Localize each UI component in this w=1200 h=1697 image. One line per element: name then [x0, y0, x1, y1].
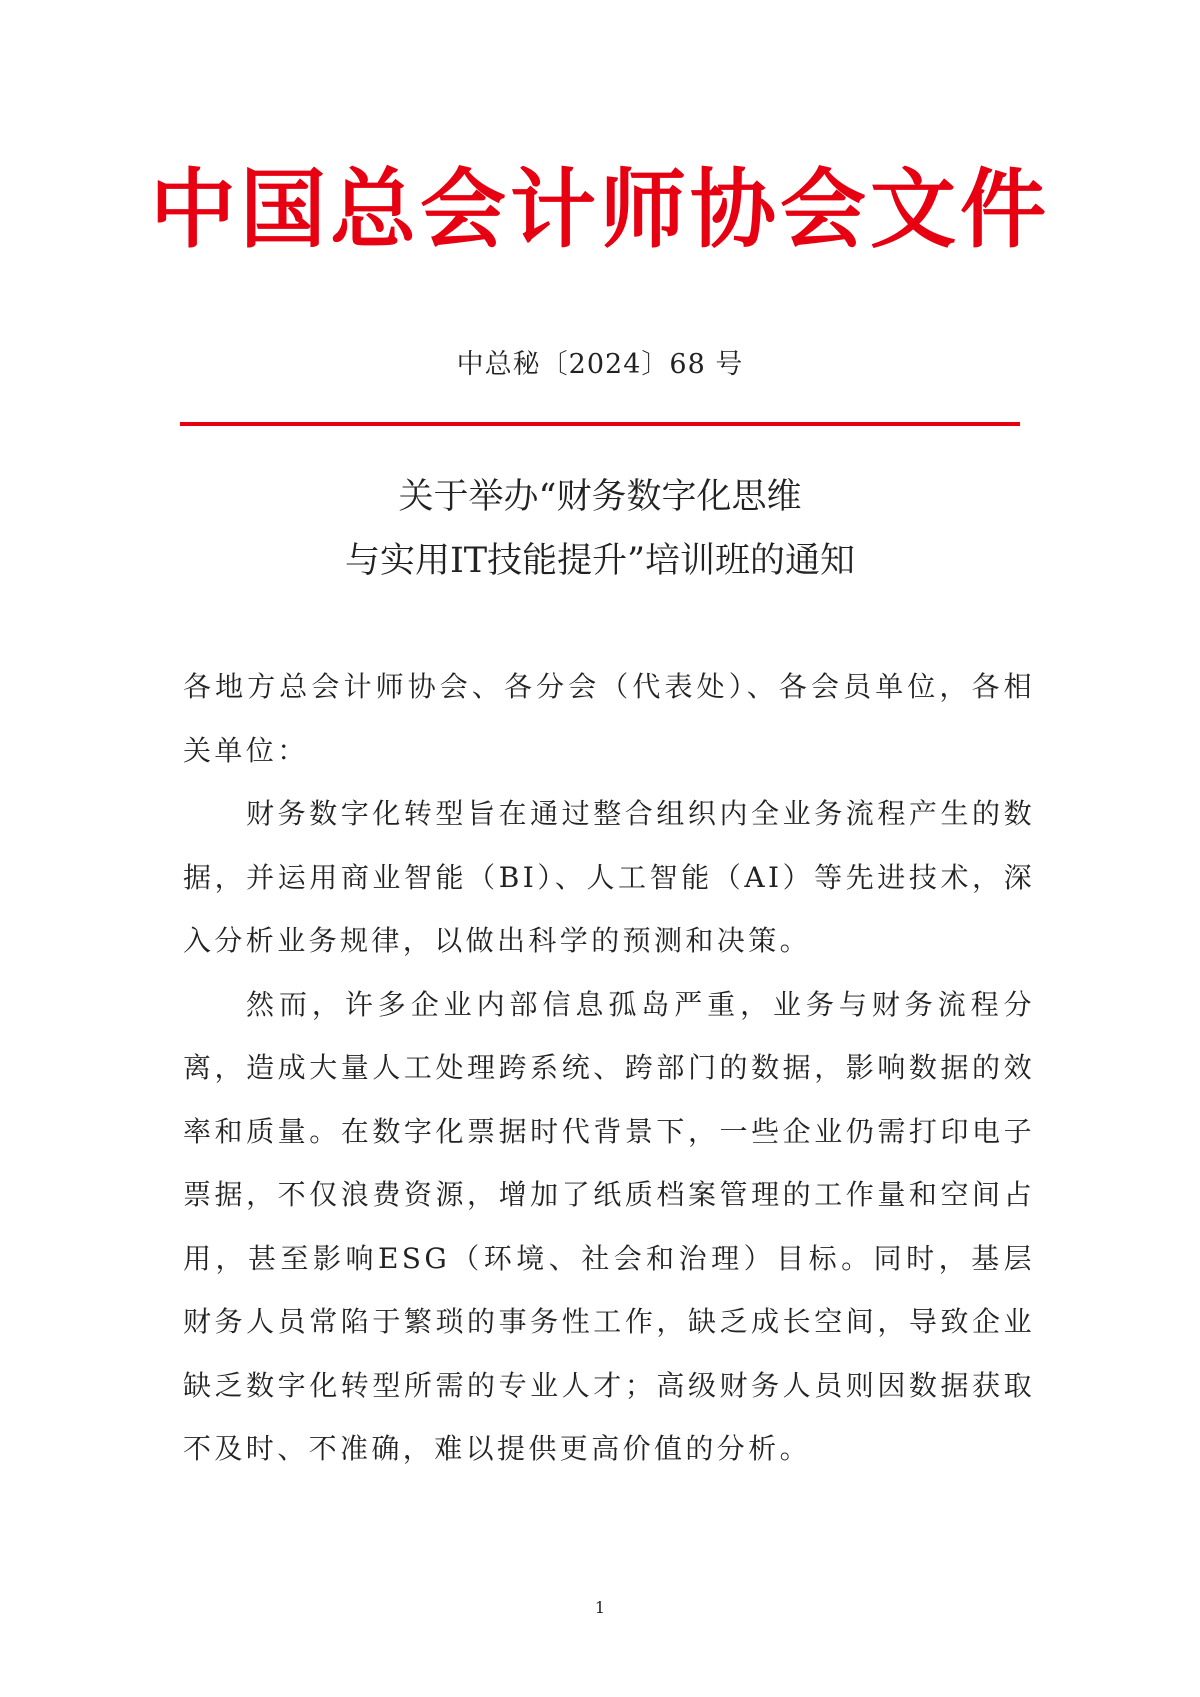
red-divider-line: [180, 422, 1020, 426]
notice-title-line-2: 与实用IT技能提升”培训班的通知: [344, 541, 856, 581]
document-number: 中总秘〔2024〕68 号: [456, 349, 744, 380]
notice-title-line-1: 关于举办“财务数字化思维: [398, 477, 802, 517]
addressee: 各地方总会计师协会、各分会（代表处）、各会员单位，各相关单位：: [183, 670, 1035, 767]
body-paragraph-2: 然而，许多企业内部信息孤岛严重，业务与财务流程分离，造成大量人工处理跨系统、跨部门的数据，影响数据的效率和质量。在数字化票据时代背景下，一些企业仍需打印电子票据，不仅浪费资源，增加了纸质档案管理的工作量和空间占用，甚至影响ESG（环境、社会和治理）目标。同时，基层财务人员常陷于繁琐的事务性工作，缺乏成长空间，导致企业缺乏数字化转型所需的专业人才；高级财务人员则因数据获取不及时、不准确，难以提供更高价值的分析。: [183, 987, 1035, 1465]
page-number: 1: [594, 1598, 606, 1617]
notice-body: [183, 655, 1035, 1481]
body-paragraph-1: 财务数字化转型旨在通过整合组织内全业务流程产生的数据，并运用商业智能（BI）、人工智能（AI）等先进技术，深入分析业务规律，以做出科学的预测和决策。: [183, 797, 1035, 957]
letterhead-title: 中国总会计师协会文件: [150, 160, 1050, 260]
notice-title: [0, 465, 1200, 593]
